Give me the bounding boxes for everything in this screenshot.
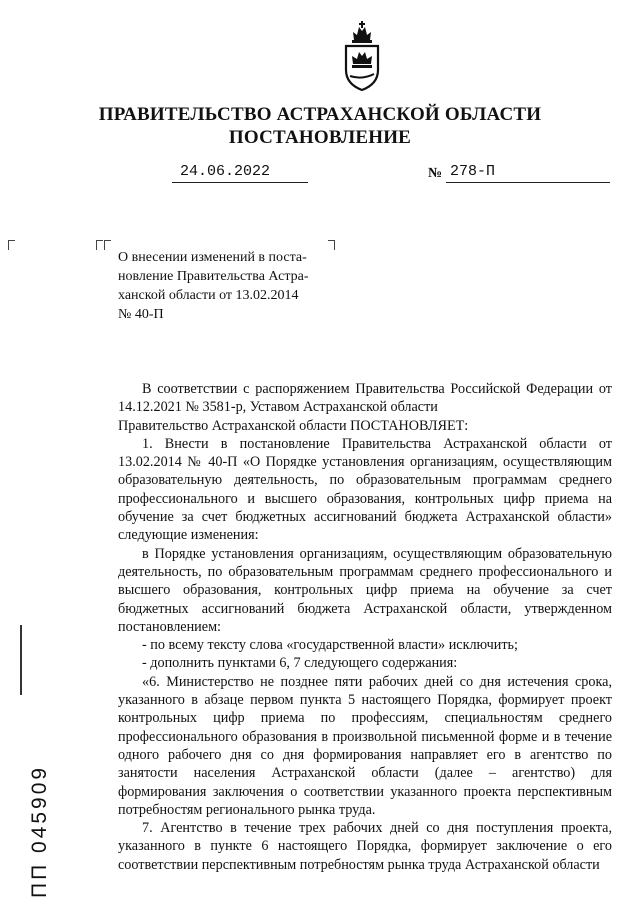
corner-mark-subject-left-2: [104, 240, 111, 250]
subject-line: № 40-П: [118, 307, 164, 322]
document-type-title: ПОСТАНОВЛЕНИЕ: [228, 127, 412, 148]
serial-stamp: [2, 738, 51, 898]
body-paragraph: 7. Агентство в течение трех рабочих дней со дня поступления проекта, указанного в пункте 6 настоящего Порядка, формирует заключение о его соответствии перспективным потребностям рынка труда Астраханской области: [118, 820, 612, 873]
number-sign: №: [428, 166, 443, 181]
body-paragraph: В соответствии с распоряжением Правительства Российской Федерации от 14.12.2021 № 3581-р, Уставом Астраханской области: [118, 381, 612, 416]
subject-line: ханской области от 13.02.2014: [118, 288, 299, 303]
government-title: ПРАВИТЕЛЬСТВО АСТРАХАНСКОЙ ОБЛАСТИ: [98, 104, 542, 125]
document-body: [118, 380, 612, 874]
body-paragraph: в Порядке установления организациям, осуществляющим образовательную деятельность, по образовательным программам среднего профессионального и высшего образования, контрольных цифр приема на обучение за счет бюджетных ассигнований бюджета Астраханской области, утвержденном постановлением:: [118, 545, 612, 635]
document-subject: [118, 248, 336, 324]
corner-mark-left: [8, 240, 15, 250]
body-paragraph: «6. Министерство не позднее пяти рабочих дней со дня истечения срока, указанного в абзаце первом пункта 5 настоящего Порядка, формирует проект контрольных цифр приема по профессиям, специальностям среднего профессионального образования в произвольной письменной форме и в течение одного рабочего дня со дня формирования направляет его в агентство по занятости населения Астраханской области (далее – агентство) для формирования заключения о соответствии указанного проекта перспективным потребностям регионального рынка труда.: [118, 673, 612, 818]
margin-mark: [20, 625, 22, 695]
subject-line: О внесении изменений в поста-: [118, 250, 307, 265]
document-number: 278-П: [446, 163, 610, 183]
corner-mark-subject-left: [96, 240, 103, 250]
body-paragraph: - дополнить пунктами 6, 7 следующего содержания:: [142, 655, 458, 672]
document-date: 24.06.2022: [172, 163, 308, 183]
coat-of-arms-emblem: [340, 18, 384, 92]
serial-number: ПП 045909: [28, 764, 51, 898]
body-paragraph: 1. Внести в постановление Правительства Астраханской области от 13.02.2014 № 40-П «О Порядке установления организациям, осуществляющим образовательную деятельность, по образовательным программам среднего профессионального и высшего образования, контрольных цифр приема на обучение за счет бюджетных ассигнований бюджета Астраханской области» следующие изменения:: [118, 435, 612, 544]
body-paragraph: Правительство Астраханской области ПОСТАНОВЛЯЕТ:: [118, 417, 469, 434]
subject-line: новление Правительства Астра-: [118, 269, 309, 284]
body-paragraph: - по всему тексту слова «государственной власти» исключить;: [142, 637, 518, 654]
